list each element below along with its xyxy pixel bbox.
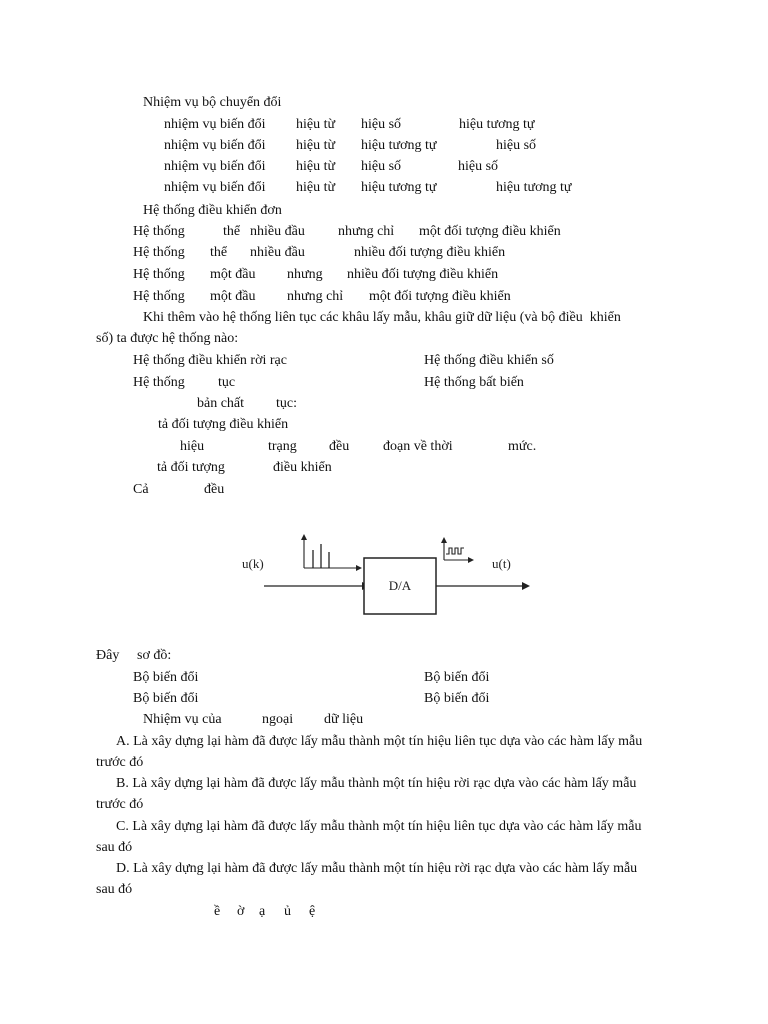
q3-option-d: Hệ thống bất biến bbox=[424, 375, 524, 390]
q5-option-c: Bộ biến đổi bbox=[133, 691, 199, 706]
da-converter-diagram bbox=[236, 528, 536, 624]
staircase-signal-icon bbox=[441, 537, 474, 563]
input-signal-arrow bbox=[264, 582, 370, 590]
q3-option-b: Hệ thống điều khiển số bbox=[424, 353, 554, 368]
q5-option-b: Bộ biến đổi bbox=[424, 670, 490, 685]
output-label: u(t) bbox=[492, 556, 511, 571]
q1-title: Nhiệm vụ bộ chuyển đổi bbox=[143, 95, 282, 110]
q6-option-c: C. Là xây dựng lại hàm đã được lấy mẫu thành một tín hiệu liên tục dựa vào các hàm lấy mẫu sau đó bbox=[96, 819, 642, 855]
q4-option-a: tả đối tượng điều khiển bbox=[158, 417, 289, 432]
output-signal-arrow bbox=[436, 582, 530, 590]
q2-title: Hệ thống điều khiển đơn bbox=[143, 203, 282, 218]
q5-option-d: Bộ biến đổi bbox=[424, 691, 490, 706]
q3-prompt-line1: Khi thêm vào hệ thống liên tục các khâu lấy mẫu, khâu giữ dữ liệu (và bộ điều khiển bbox=[143, 310, 621, 325]
document-page: Nhiệm vụ bộ chuyển đổi nhiệm vụ biến đổi hiệu từ hiệu số hiệu tương tự nhiệm vụ biến đổi hiệu từ hiệu tương tự hiệu số nhiệm vụ biến đổi hiệu từ hiệu số hiệu số nhiệm vụ biến đổi hiệu từ hiệu tương tự hiệu tương tự Hệ thống điều khiển đơn Hệ thống thể nhiều đầu nhưng chỉ một đối tượng điều khiển Hệ thống thể nhiều đầu nhiều đối tượng điều khiển Hệ thống một đầu nhưng nhiều đối tượng điều khiển Hệ thống một đầu nhưng chỉ một đối tượng điều khiển Khi thêm vào hệ thống liên tục các khâu lấy mẫu, khâu giữ dữ liệu (và bộ điều khiển số) ta được hệ thống nào: Hệ thống điều khiển rời rạc Hệ thống điều khiển số Hệ thống tục Hệ thống bất biến bản chất tục: tả đối tượng điều khiển hiệu trạng đều đoạn về thời mức. tả đối tượng điều khiển Cả đều u(k) D/A u(t) Đây sơ đồ: Bộ biến đổi Bộ biến đổi Bộ biến đổi Bộ biến đổi Nhiệm vụ của ngoại dữ liệu A. Là xây dựng lại hàm đã được lấy mẫu thành một tín hiệu liên tục dựa vào các hàm lấy mẫu trước đó B. Là xây dựng lại hàm đã được lấy mẫu thành một tín hiệu rời rạc dựa vào các hàm lấy mẫu trước đó C. Là xây dựng lại hàm đã được lấy mẫu thành một tín hiệu liên tục dựa vào các hàm lấy mẫu sau đó D. Là xây dựng lại hàm đã được lấy mẫu thành một tín hiệu rời rạc dựa vào các hàm lấy mẫu sau đó ề ờ ạ ủ ệ bbox=[0, 0, 768, 1024]
sampled-pulses-icon bbox=[301, 534, 362, 571]
q6-option-d: D. Là xây dựng lại hàm đã được lấy mẫu thành một tín hiệu rời rạc dựa vào các hàm lấy mẫu sau đó bbox=[96, 861, 638, 897]
q3-prompt-line2: số) ta được hệ thống nào: bbox=[96, 331, 239, 346]
q6-option-b: B. Là xây dựng lại hàm đã được lấy mẫu thành một tín hiệu rời rạc dựa vào các hàm lấy mẫu trước đó bbox=[96, 776, 637, 812]
q5-option-a: Bộ biến đổi bbox=[133, 670, 199, 685]
input-label: u(k) bbox=[242, 556, 264, 571]
q6-option-a: A. Là xây dựng lại hàm đã được lấy mẫu thành một tín hiệu liên tục dựa vào các hàm lấy mẫu trước đó bbox=[96, 734, 643, 770]
block-label: D/A bbox=[388, 578, 412, 593]
q3-option-a: Hệ thống điều khiển rời rạc bbox=[133, 353, 287, 368]
